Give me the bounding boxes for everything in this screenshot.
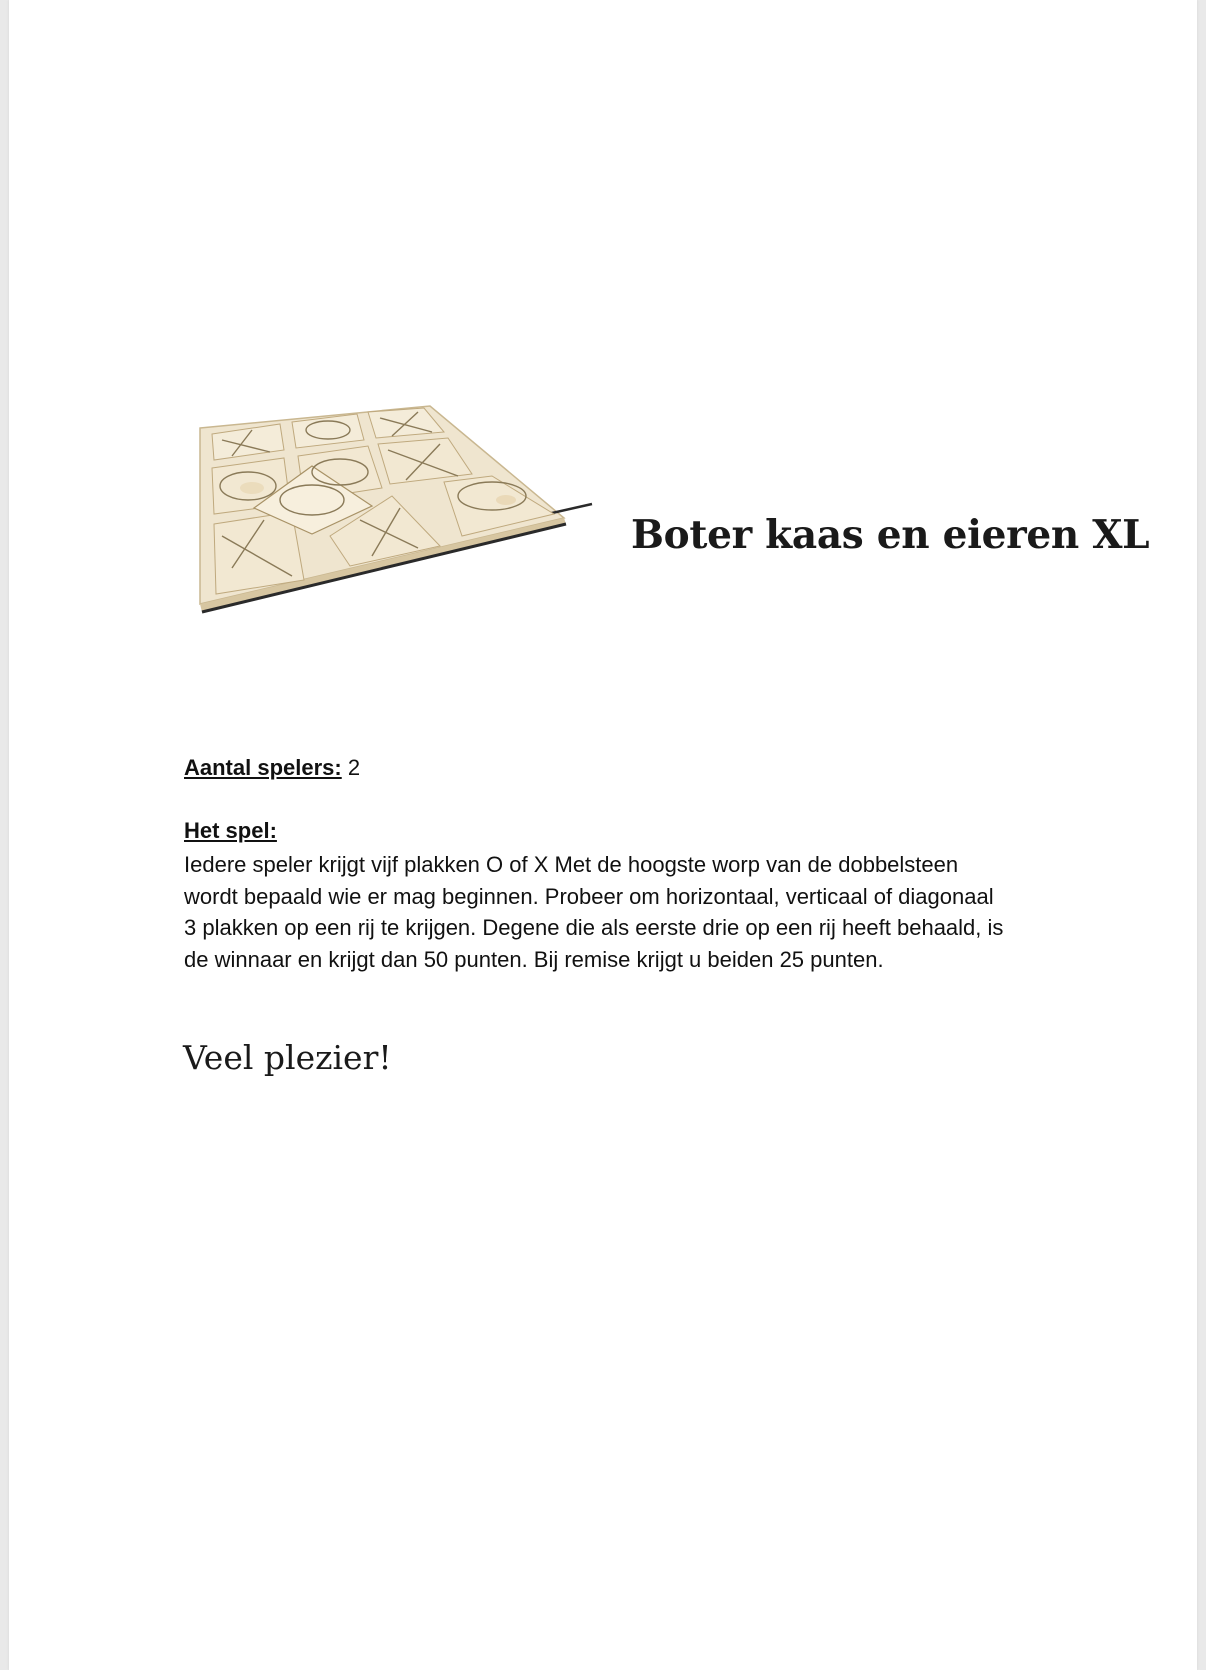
game-description-line: wordt bepaald wie er mag beginnen. Probeer om horizontaal, verticaal of diagonaal [184, 883, 994, 909]
game-description-line: 3 plakken op een rij te krijgen. Degene die als eerste drie op een rij heeft behaald, is [184, 915, 1004, 940]
game-description [184, 849, 1003, 975]
document-page [9, 0, 1197, 1670]
document-title: Boter kaas en eieren XL [631, 512, 1150, 558]
tic-tac-toe-board-image [192, 396, 602, 646]
game-description-line: Iedere speler krijgt vijf plakken O of X Met de hoogste worp van de dobbelsteen [184, 852, 959, 877]
closing-text: Veel plezier! [183, 1038, 392, 1077]
players-line [184, 755, 360, 781]
players-label: Aantal spelers: [184, 755, 342, 780]
game-description-line: de winnaar en krijgt dan 50 punten. Bij remise krijgt u beiden 25 punten. [184, 946, 884, 972]
players-value: 2 [347, 755, 361, 780]
game-heading: Het spel: [184, 818, 277, 843]
